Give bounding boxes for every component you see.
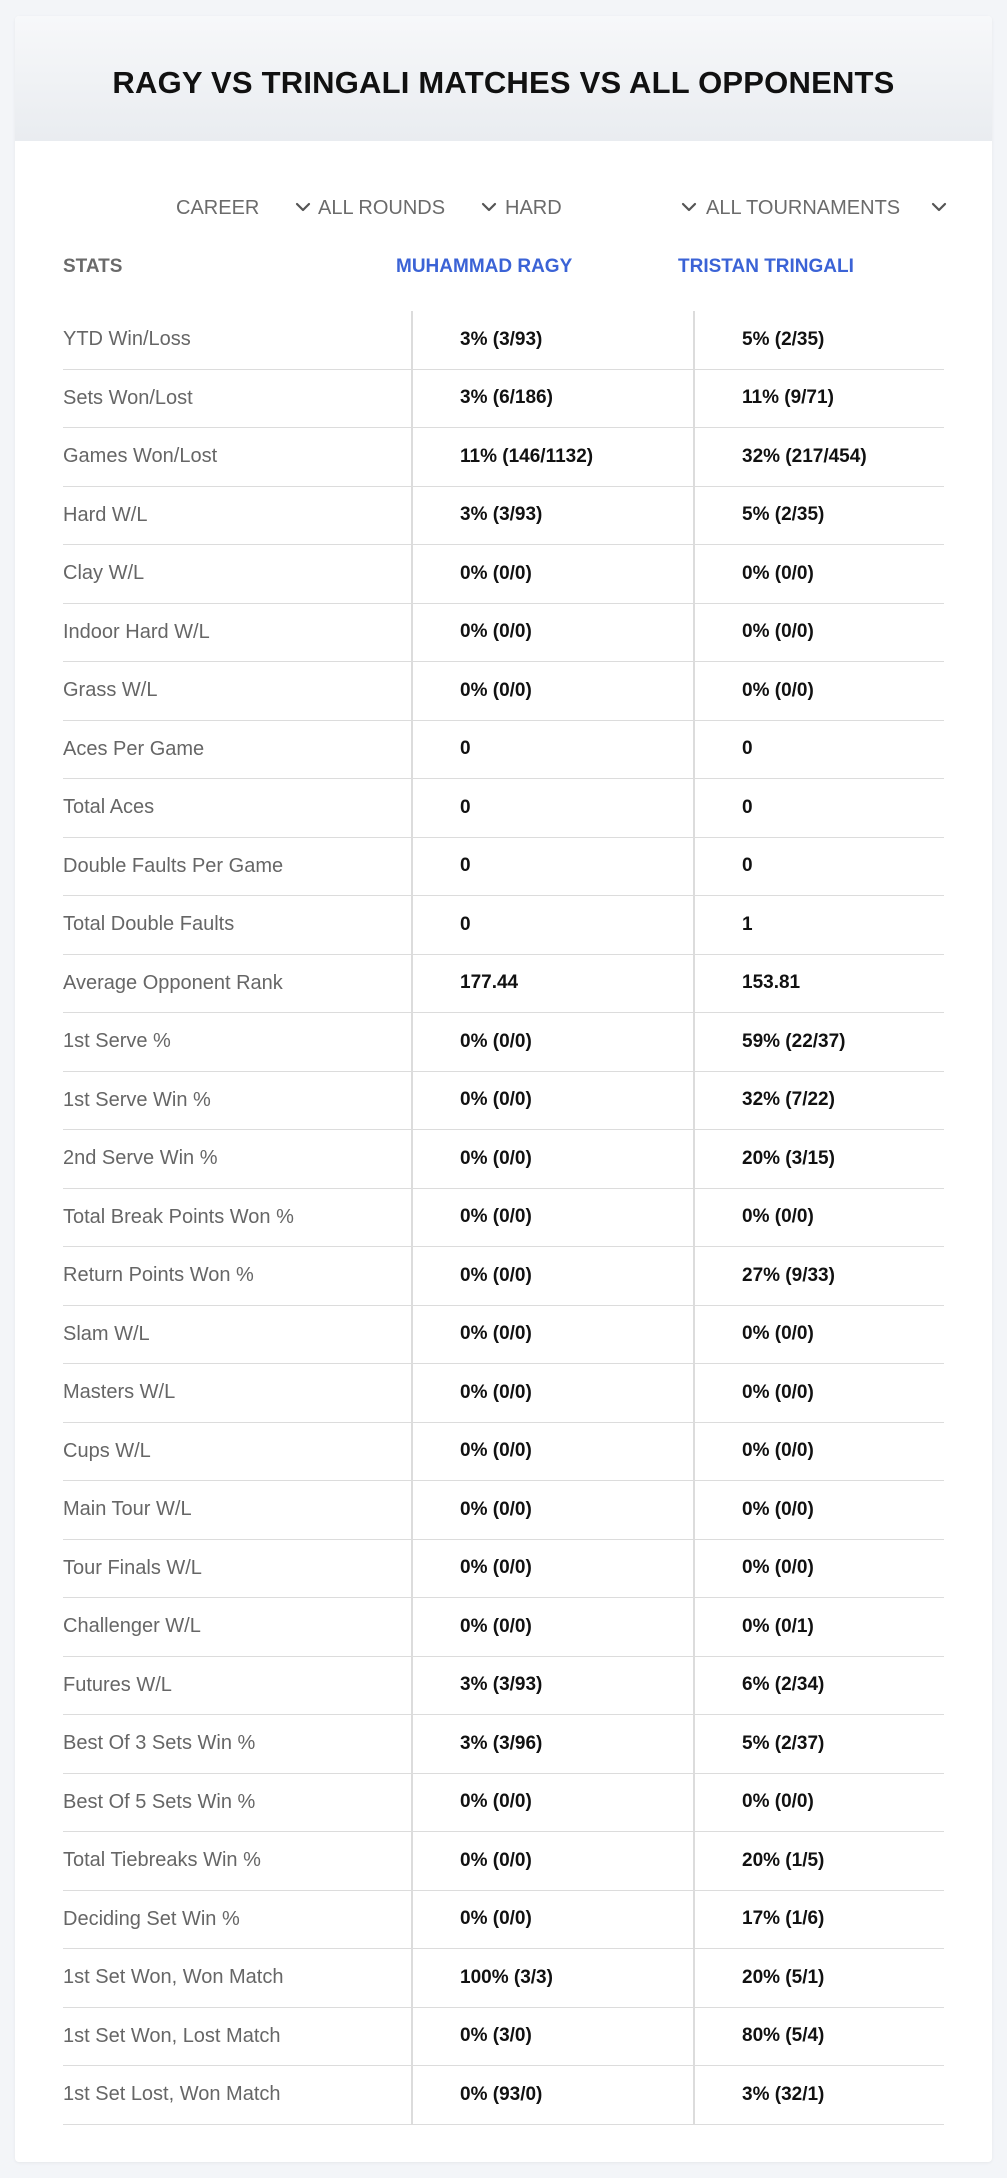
player1-stat-value: 0% (0/0) — [460, 1264, 532, 1286]
stats-table — [63, 311, 944, 2125]
player2-stat-value: 0% (0/0) — [742, 562, 814, 584]
player2-stat-value: 20% (1/5) — [742, 1849, 825, 1871]
surface-filter-label: HARD — [505, 196, 562, 219]
stat-label: Total Break Points Won % — [63, 1205, 294, 1228]
table-row — [63, 604, 944, 663]
table-row — [63, 2066, 944, 2125]
table-row — [63, 1072, 944, 1131]
table-row — [63, 428, 944, 487]
table-row — [63, 1306, 944, 1365]
player1-stat-value: 0% (0/0) — [460, 1089, 532, 1111]
player2-stat-value: 0 — [742, 738, 753, 760]
stat-label: Grass W/L — [63, 679, 158, 702]
stats-card — [15, 16, 992, 2162]
table-row — [63, 1189, 944, 1248]
player1-stat-value: 0% (93/0) — [460, 2083, 543, 2105]
player1-stat-value: 0% (0/0) — [460, 1557, 532, 1579]
player2-stat-value: 153.81 — [742, 972, 801, 994]
player1-stat-value: 0% (0/0) — [460, 1615, 532, 1637]
stat-label: Cups W/L — [63, 1439, 151, 1462]
stat-label: Hard W/L — [63, 503, 148, 526]
player2-stat-value: 0 — [742, 855, 753, 877]
table-row — [63, 721, 944, 780]
page-header — [15, 16, 992, 141]
stat-label: Aces Per Game — [63, 737, 205, 760]
table-row — [63, 2008, 944, 2067]
career-filter-select[interactable] — [176, 188, 259, 228]
player2-stat-value: 0% (0/0) — [742, 1498, 814, 1520]
player1-stat-value: 3% (3/93) — [460, 328, 543, 350]
table-row — [63, 1715, 944, 1774]
table-row — [63, 370, 944, 429]
player2-stat-value: 20% (5/1) — [742, 1966, 825, 1988]
table-row — [63, 1832, 944, 1891]
player2-stat-value: 0% (0/1) — [742, 1615, 814, 1637]
stats-column-header: STATS — [63, 256, 123, 277]
stat-label: Deciding Set Win % — [63, 1907, 240, 1930]
player1-stat-value: 0% (3/0) — [460, 2025, 532, 2047]
player2-stat-value: 3% (32/1) — [742, 2083, 825, 2105]
stat-label: Sets Won/Lost — [63, 386, 193, 409]
player2-stat-value: 0% (0/0) — [742, 1440, 814, 1462]
player1-stat-value: 0% (0/0) — [460, 1381, 532, 1403]
stat-label: 1st Set Won, Lost Match — [63, 2024, 281, 2047]
player1-stat-value: 0 — [460, 796, 471, 818]
player2-stat-value: 0 — [742, 796, 753, 818]
stat-label: 2nd Serve Win % — [63, 1147, 218, 1170]
tournaments-filter-select[interactable] — [706, 188, 900, 228]
player2-stat-value: 32% (217/454) — [742, 445, 867, 467]
table-row — [63, 311, 944, 370]
stat-label: 1st Set Lost, Won Match — [63, 2083, 281, 2106]
table-row — [63, 1657, 944, 1716]
player2-stat-value: 0% (0/0) — [742, 1381, 814, 1403]
table-row — [63, 1423, 944, 1482]
player1-stat-value: 0% (0/0) — [460, 1791, 532, 1813]
stat-label: YTD Win/Loss — [63, 328, 191, 351]
player2-stat-value: 5% (2/35) — [742, 328, 825, 350]
chevron-down-icon — [680, 198, 698, 216]
player1-stat-value: 0% (0/0) — [460, 562, 532, 584]
player2-stat-value: 0% (0/0) — [742, 679, 814, 701]
stat-label: Total Tiebreaks Win % — [63, 1849, 261, 1872]
chevron-down-icon — [294, 198, 312, 216]
table-row — [63, 487, 944, 546]
player1-stat-value: 177.44 — [460, 972, 519, 994]
stat-label: Futures W/L — [63, 1673, 172, 1696]
player1-stat-value: 3% (3/96) — [460, 1732, 543, 1754]
stat-label: Double Faults Per Game — [63, 854, 284, 877]
stat-label: Average Opponent Rank — [63, 971, 283, 994]
player2-stat-value: 11% (9/71) — [742, 387, 834, 409]
chevron-down-icon — [930, 198, 948, 216]
table-row — [63, 1949, 944, 2008]
player1-stat-value: 0% (0/0) — [460, 1030, 532, 1052]
stat-label: Total Double Faults — [63, 913, 235, 936]
player2-stat-value: 17% (1/6) — [742, 1908, 825, 1930]
player2-stat-value: 80% (5/4) — [742, 2025, 825, 2047]
player2-stat-value: 20% (3/15) — [742, 1147, 835, 1169]
table-row — [63, 838, 944, 897]
table-row — [63, 1364, 944, 1423]
player1-stat-value: 0% (0/0) — [460, 621, 532, 643]
player2-stat-value: 59% (22/37) — [742, 1030, 846, 1052]
stat-label: Masters W/L — [63, 1381, 176, 1404]
stat-label: Slam W/L — [63, 1322, 150, 1345]
stat-label: Tour Finals W/L — [63, 1556, 202, 1579]
player1-stat-value: 100% (3/3) — [460, 1966, 553, 1988]
player2-stat-value: 27% (9/33) — [742, 1264, 835, 1286]
stat-label: Total Aces — [63, 796, 155, 819]
stat-label: Main Tour W/L — [63, 1498, 192, 1521]
table-row — [63, 1013, 944, 1072]
table-row — [63, 779, 944, 838]
player2-stat-value: 5% (2/35) — [742, 504, 825, 526]
player2-stat-value: 0% (0/0) — [742, 1557, 814, 1579]
stat-label: Games Won/Lost — [63, 445, 218, 468]
stat-label: Indoor Hard W/L — [63, 620, 210, 643]
table-row — [63, 662, 944, 721]
player2-stat-value: 0% (0/0) — [742, 1791, 814, 1813]
tournaments-filter-label: ALL TOURNAMENTS — [706, 196, 901, 219]
stat-label: Challenger W/L — [63, 1615, 201, 1638]
stat-label: 1st Set Won, Won Match — [63, 1966, 284, 1989]
table-row — [63, 955, 944, 1014]
player1-stat-value: 0% (0/0) — [460, 1206, 532, 1228]
player1-stat-value: 0% (0/0) — [460, 1849, 532, 1871]
player1-stat-value: 0% (0/0) — [460, 1440, 532, 1462]
table-row — [63, 1540, 944, 1599]
career-filter-label: CAREER — [176, 196, 260, 219]
chevron-down-icon — [480, 198, 498, 216]
rounds-filter-select[interactable] — [318, 188, 445, 228]
table-row — [63, 1774, 944, 1833]
player2-stat-value: 0% (0/0) — [742, 1206, 814, 1228]
stat-label: 1st Serve % — [63, 1030, 171, 1053]
player1-stat-value: 0% (0/0) — [460, 1908, 532, 1930]
player1-stat-value: 11% (146/1132) — [460, 445, 594, 467]
player2-name-link[interactable]: TRISTAN TRINGALI — [678, 256, 854, 277]
player1-stat-value: 0% (0/0) — [460, 679, 532, 701]
table-row — [63, 1481, 944, 1540]
stat-label: Clay W/L — [63, 562, 145, 585]
stat-label: Best Of 3 Sets Win % — [63, 1732, 256, 1755]
player1-stat-value: 0 — [460, 738, 471, 760]
player2-stat-value: 32% (7/22) — [742, 1089, 835, 1111]
player1-stat-value: 0% (0/0) — [460, 1498, 532, 1520]
table-row — [63, 896, 944, 955]
table-row — [63, 1247, 944, 1306]
filter-bar — [15, 188, 992, 228]
stat-label: Best Of 5 Sets Win % — [63, 1790, 256, 1813]
player1-stat-value: 3% (6/186) — [460, 387, 553, 409]
player1-name-link[interactable]: MUHAMMAD RAGY — [396, 256, 573, 277]
player1-stat-value: 3% (3/93) — [460, 1674, 543, 1696]
player1-stat-value: 0 — [460, 913, 471, 935]
rounds-filter-label: ALL ROUNDS — [318, 196, 446, 219]
player1-stat-value: 0% (0/0) — [460, 1323, 532, 1345]
player1-stat-value: 0% (0/0) — [460, 1147, 532, 1169]
player2-stat-value: 0% (0/0) — [742, 621, 814, 643]
player2-stat-value: 5% (2/37) — [742, 1732, 825, 1754]
table-row — [63, 1891, 944, 1950]
stat-label: 1st Serve Win % — [63, 1088, 211, 1111]
surface-filter-select[interactable] — [505, 188, 562, 228]
player2-stat-value: 1 — [742, 913, 753, 935]
player1-stat-value: 3% (3/93) — [460, 504, 543, 526]
stat-label: Return Points Won % — [63, 1264, 254, 1287]
player1-stat-value: 0 — [460, 855, 471, 877]
table-row — [63, 545, 944, 604]
table-row — [63, 1598, 944, 1657]
page-title: RAGY VS TRINGALI MATCHES VS ALL OPPONENTS — [112, 64, 895, 100]
player2-stat-value: 6% (2/34) — [742, 1674, 825, 1696]
player2-stat-value: 0% (0/0) — [742, 1323, 814, 1345]
table-row — [63, 1130, 944, 1189]
